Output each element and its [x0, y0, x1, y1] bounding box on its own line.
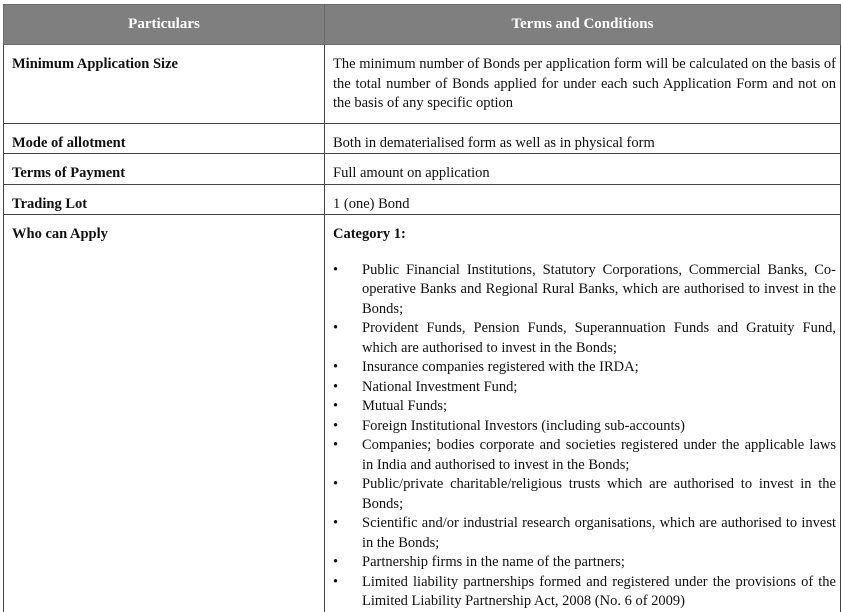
- table-row: [4, 154, 841, 185]
- list-item: [333, 319, 836, 358]
- bullet-icon: •: [333, 515, 339, 531]
- list-item-text: Mutual Funds;: [362, 398, 447, 414]
- list-item-text: Provident Funds, Pension Funds, Superannuation Funds and Gratuity Fund, which are authorised to invest in the Bonds;: [362, 320, 836, 356]
- list-item: [333, 553, 836, 573]
- list-item: [333, 475, 836, 514]
- bullet-icon: •: [333, 437, 339, 453]
- row-label: Mode of allotment: [4, 123, 325, 154]
- header-terms-and-conditions: Terms and Conditions: [325, 5, 841, 45]
- row-label: Terms of Payment: [4, 154, 325, 185]
- list-item: [333, 514, 836, 553]
- row-value: The minimum number of Bonds per application form will be calculated on the basis of the total number of Bonds applied for under each such Application Form and not on the basis of any specific option: [325, 45, 841, 124]
- bullet-icon: •: [333, 359, 339, 375]
- list-item-text: Limited liability partnerships formed and registered under the provisions of the Limited Liability Partnership Act, 2008 (No. 6 of 2009): [362, 573, 836, 609]
- bullet-icon: •: [333, 261, 339, 278]
- list-item-text: Scientific and/or industrial research organisations, which are authorised to invest in the Bonds;: [362, 515, 836, 551]
- header-particulars: Particulars: [4, 5, 325, 45]
- row-label: Minimum Application Size: [4, 45, 325, 124]
- category-heading: Category 1:: [333, 226, 406, 242]
- table-header-row: [4, 5, 841, 45]
- row-value: Full amount on application: [325, 154, 841, 185]
- row-value-eligibility: [325, 215, 841, 612]
- eligibility-list: [333, 261, 836, 612]
- list-item: [333, 417, 836, 437]
- bullet-icon: •: [333, 398, 339, 414]
- bullet-icon: •: [333, 320, 339, 336]
- row-value: 1 (one) Bond: [325, 184, 841, 215]
- list-item-text: Insurance companies registered with the IRDA;: [362, 359, 639, 375]
- table-row: [4, 45, 841, 124]
- bullet-icon: •: [333, 417, 339, 434]
- list-item-text: Companies; bodies corporate and societies registered under the applicable laws in India and authorised to invest in the Bonds;: [362, 437, 836, 473]
- list-item: [333, 573, 836, 612]
- list-item: [333, 397, 836, 417]
- terms-table: [3, 4, 841, 612]
- list-item-text: Partnership firms in the name of the partners;: [362, 554, 625, 570]
- row-value: Both in dematerialised form as well as in physical form: [325, 123, 841, 154]
- table-row-who-can-apply: [4, 215, 841, 612]
- list-item-text: National Investment Fund;: [362, 378, 518, 395]
- list-item: [333, 378, 836, 398]
- bullet-icon: •: [333, 378, 339, 395]
- list-item-text: Foreign Institutional Investors (including sub-accounts): [362, 417, 685, 434]
- list-item-text: Public Financial Institutions, Statutory Corporations, Commercial Banks, Co-operative Banks and Regional Rural Banks, which are authorised to invest in the Bonds;: [362, 261, 836, 317]
- bullet-icon: •: [333, 573, 339, 590]
- row-label: Who can Apply: [4, 215, 325, 612]
- table-row: [4, 123, 841, 154]
- list-item: [333, 436, 836, 475]
- bullet-icon: •: [333, 476, 339, 492]
- bullet-icon: •: [333, 554, 339, 570]
- list-item: [333, 358, 836, 378]
- table-row: [4, 184, 841, 215]
- row-label: Trading Lot: [4, 184, 325, 215]
- list-item: [333, 261, 836, 320]
- list-item-text: Public/private charitable/religious trusts which are authorised to invest in the Bonds;: [362, 476, 836, 512]
